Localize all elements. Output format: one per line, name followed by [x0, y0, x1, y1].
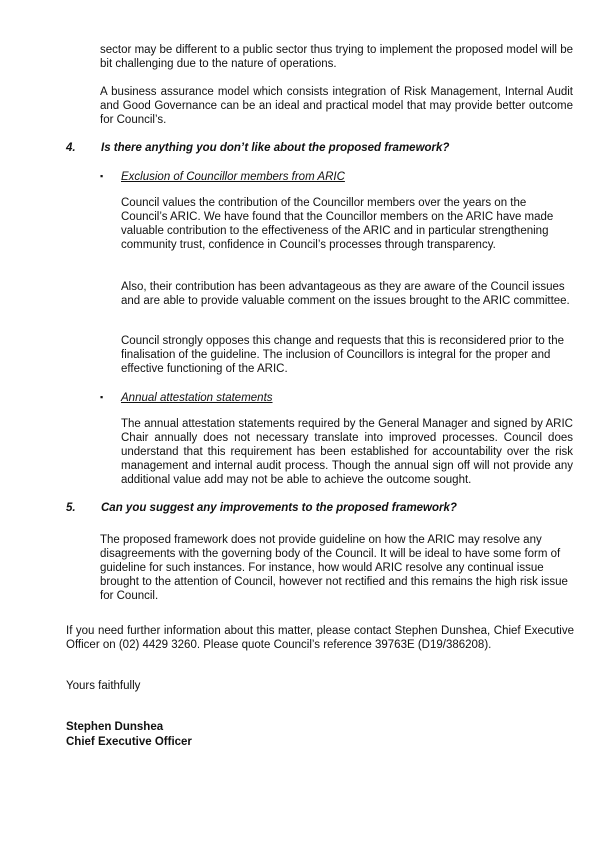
signatory-name: Stephen Dunshea	[66, 721, 164, 733]
intro-paragraph-1: sector may be different to a public sector thus trying to implement the proposed model will be bit challenging due to the nature of operations.	[100, 44, 573, 70]
question-5-heading	[66, 501, 586, 515]
signatory-title: Chief Executive Officer	[66, 736, 192, 748]
bullet-marker: ▪	[100, 171, 104, 181]
question-5-text: Can you suggest any improvements to the proposed framework?	[101, 502, 457, 514]
bullet-title: Exclusion of Councillor members from ARIC	[121, 171, 345, 183]
bullet-marker: ▪	[100, 392, 104, 402]
exclusion-paragraph-2: Also, their contribution has been advantageous as they are aware of the Council issues and are able to provide valuable comment on the issues brought to the ARIC committee.	[121, 281, 570, 307]
question-4-text: Is there anything you don’t like about the proposed framework?	[101, 142, 450, 154]
bullet-exclusion-councillors	[100, 169, 580, 184]
improvement-paragraph: The proposed framework does not provide guideline on how the ARIC may resolve any disagreements with the governing body of the Council. It will be ideal to have some form of guideline for such instances. For instance, how would ARIC resolve any continual issue brought to the attention of Council, however not rectified and this remains the high risk issue for Council.	[100, 534, 568, 602]
question-4-heading	[66, 141, 586, 155]
bullet-title: Annual attestation statements	[121, 392, 273, 404]
contact-paragraph: If you need further information about this matter, please contact Stephen Dunshea, Chief Executive Officer on (02) 4429 3260. Please quote Council’s reference 39763E (D19/386208).	[66, 625, 574, 651]
exclusion-paragraph-1: Council values the contribution of the Councillor members over the years on the Council’s ARIC. We have found that the Councillor members on the ARIC have made valuable contribution to the effectiveness of the ARIC and in particular strengthening community trust, confidence in Council’s processes through transparency.	[121, 197, 554, 251]
intro-paragraph-2: A business assurance model which consists integration of Risk Management, Internal Audit and Good Governance can be an ideal and practical model that may provide better outcome for Council’s.	[100, 86, 573, 126]
question-4-number: 4.	[66, 142, 76, 154]
signoff-text: Yours faithfully	[66, 680, 141, 692]
attestation-paragraph-1: The annual attestation statements required by the General Manager and signed by ARIC Chair annually does not necessary translate into improved processes. Council does understand that this requirement has been established for accountability over the risk management and internal audit process. Though the annual sign off will not provide any additional value add may not be able to achieve the outcome sought.	[121, 418, 573, 486]
question-5-number: 5.	[66, 502, 76, 514]
bullet-annual-attestation	[100, 390, 580, 405]
exclusion-paragraph-3: Council strongly opposes this change and requests that this is reconsidered prior to the finalisation of the guideline. The inclusion of Councillors is integral for the proper and effective functioning of the ARIC.	[121, 335, 565, 375]
